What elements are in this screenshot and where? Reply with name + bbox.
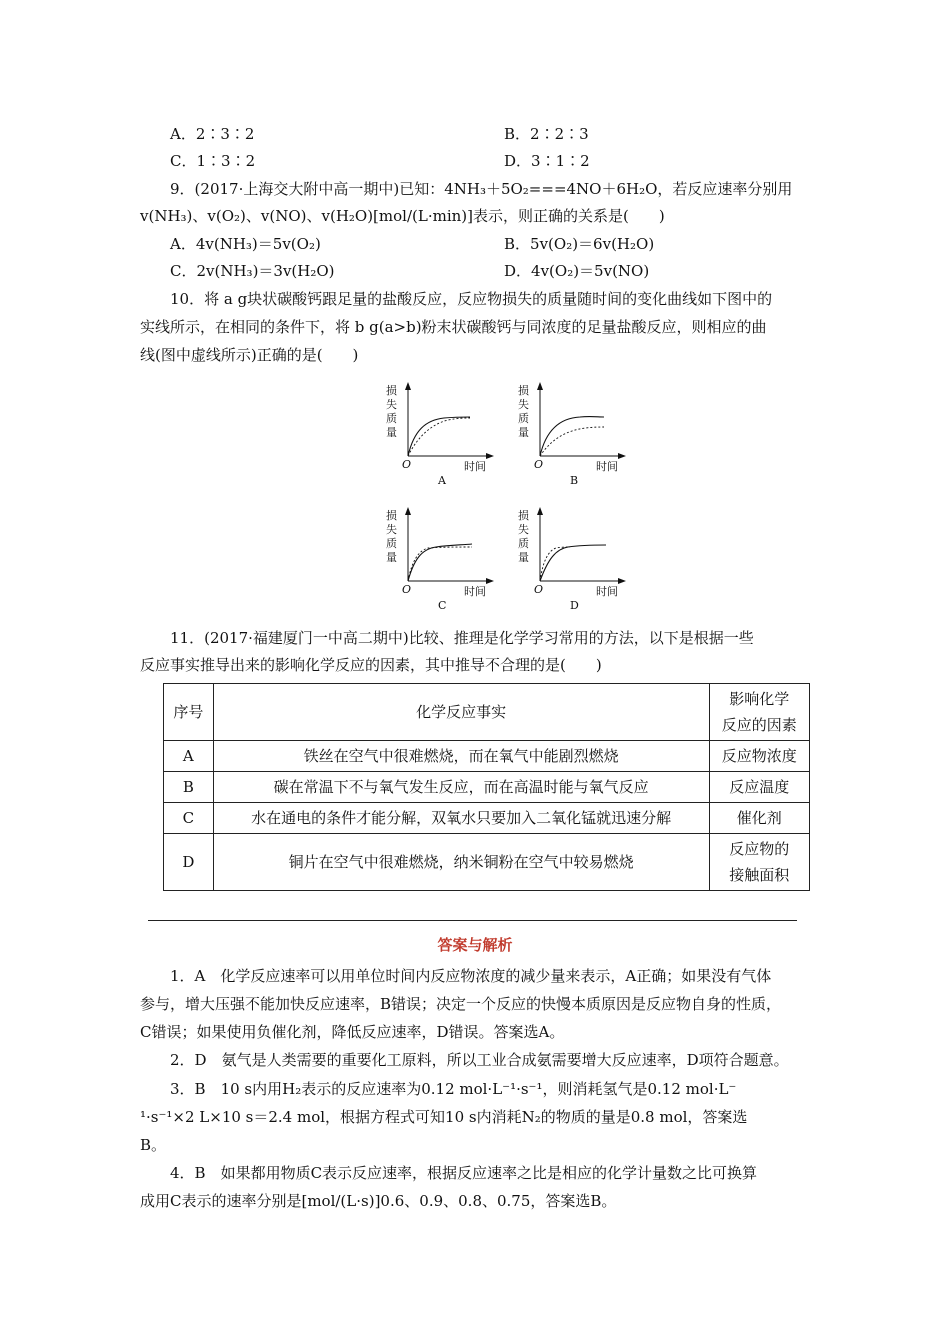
table-row (164, 803, 810, 834)
graph-ylabel-char: 失 (386, 523, 397, 536)
graph-ylabel-char: 量 (386, 551, 397, 564)
q10-stem-line2: 实线所示，在相同的条件下，将 b g(a>b)粉末状碳酸钙与同浓度的足量盐酸反应，则相应的曲 (140, 318, 767, 336)
dashed-curve (408, 547, 472, 581)
q9-option-a: A．4v(NH₃)＝5v(O₂) (170, 235, 321, 253)
q9-option-b: B．5v(O₂)＝6v(H₂O) (504, 235, 655, 253)
section-divider (148, 920, 797, 921)
graph-tag: A (438, 474, 446, 487)
q11-stem-line1: 11．(2017·福建厦门一中高二期中)比较、推理是化学学习常用的方法，以下是根据一些 (170, 629, 754, 647)
graph-origin: O (402, 458, 412, 471)
graph-xlabel: 时间 (596, 460, 618, 473)
answer-1-line2: 参与，增大压强不能加快反应速率，B错误；决定一个反应的快慢本质原因是反应物自身的性质， (140, 995, 782, 1013)
answer-1-line1: 1．A 化学反应速率可以用单位时间内反应物浓度的减少量来表示，A正确；如果没有气体 (170, 967, 772, 985)
table-row (164, 772, 810, 803)
answer-2-line1: 2．D 氨气是人类需要的重要化工原料，所以工业合成氨需要增大反应速率，D项符合题意。 (170, 1051, 789, 1069)
graph-origin: O (402, 583, 412, 596)
row-fact: 水在通电的条件才能分解，双氧水只要加入二氧化锰就迅速分解 (213, 803, 709, 834)
graph-tag: C (438, 599, 447, 612)
graph-ylabel-char: 量 (518, 551, 529, 564)
graph-origin: O (534, 458, 544, 471)
row-fact: 碳在常温下不与氧气发生反应，而在高温时能与氧气反应 (213, 772, 709, 803)
row-fact: 铁丝在空气中很难燃烧，而在氧气中能剧烈燃烧 (213, 741, 709, 772)
row-factor (709, 834, 809, 891)
graph-xlabel: 时间 (464, 585, 486, 598)
graph-b (510, 378, 630, 488)
answer-4-line1: 4．B 如果都用物质C表示反应速率，根据反应速率之比是相应的化学计量数之比可换算 (170, 1164, 758, 1182)
graph-ylabel-char: 失 (518, 398, 529, 411)
graph-ylabel-char: 损 (386, 384, 397, 397)
row-no: C (164, 803, 214, 834)
table-row (164, 834, 810, 891)
graph-a (378, 378, 498, 488)
row-factor-line1: 反应物的 (729, 840, 790, 858)
q10-stem-line1: 10．将 a g块状碳酸钙跟足量的盐酸反应，反应物损失的质量随时间的变化曲线如下图中的 (170, 290, 773, 308)
graph-xlabel: 时间 (596, 585, 618, 598)
q9-option-d: D．4v(O₂)＝5v(NO) (504, 262, 650, 280)
header-no: 序号 (164, 684, 214, 741)
row-factor: 反应物浓度 (709, 741, 809, 772)
dashed-curve (540, 547, 570, 581)
q11-stem-line2: 反应事实推导出来的影响化学反应的因素，其中推导不合理的是( ) (140, 656, 602, 674)
graph-ylabel-char: 损 (518, 384, 529, 397)
table-row (164, 741, 810, 772)
solid-curve (408, 417, 470, 456)
graph-ylabel-char: 量 (386, 426, 397, 439)
row-fact: 铜片在空气中很难燃烧，纳米铜粉在空气中较易燃烧 (213, 834, 709, 891)
q9-stem-line1: 9．(2017·上海交大附中高一期中)已知：4NH₃＋5O₂===4NO＋6H₂O，若反应速率分别用 (170, 180, 793, 198)
graph-ylabel-char: 失 (518, 523, 529, 536)
solid-curve (540, 417, 604, 456)
header-factor (709, 684, 809, 741)
graph-c (378, 503, 498, 613)
header-fact: 化学反应事实 (213, 684, 709, 741)
graph-ylabel-char: 损 (386, 509, 397, 522)
row-no: D (164, 834, 214, 891)
answer-3-line1: 3．B 10 s内用H₂表示的反应速率为0.12 mol·L⁻¹·s⁻¹，则消耗氢气是0.12 mol·L⁻ (170, 1080, 737, 1098)
dashed-curve (408, 418, 470, 456)
graph-tag: B (570, 474, 579, 487)
answer-1-line3: C错误；如果使用负催化剂，降低反应速率，D错误。答案选A。 (140, 1023, 565, 1041)
row-factor: 催化剂 (709, 803, 809, 834)
solid-curve (408, 544, 472, 581)
header-factor-line2: 反应的因素 (721, 716, 797, 734)
q9-option-c: C．2v(NH₃)＝3v(H₂O) (170, 262, 335, 280)
graph-ylabel-char: 质 (386, 412, 397, 425)
answer-4-line2: 成用C表示的速率分别是[mol/(L·s)]0.6、0.9、0.8、0.75，答案选B。 (140, 1192, 617, 1210)
graph-ylabel-char: 失 (386, 398, 397, 411)
row-no: B (164, 772, 214, 803)
row-no: A (164, 741, 214, 772)
graph-ylabel-char: 质 (386, 537, 397, 550)
answers-title: 答案与解析 (437, 936, 513, 954)
facts-table (163, 683, 810, 891)
answer-3-line2: ¹·s⁻¹×2 L×10 s＝2.4 mol，根据方程式可知10 s内消耗N₂的物质的量是0.8 mol，答案选 (140, 1108, 748, 1126)
graph-d (510, 503, 630, 613)
graph-ylabel-char: 损 (518, 509, 529, 522)
graph-ylabel-char: 量 (518, 426, 529, 439)
graph-ylabel-char: 质 (518, 537, 529, 550)
q8-option-c: C．1∶3∶2 (170, 152, 256, 170)
q8-option-b: B．2∶2∶3 (504, 125, 589, 143)
q9-stem-line2: v(NH₃)、v(O₂)、v(NO)、v(H₂O)[mol/(L·min)]表示，则正确的关系是( ) (140, 207, 665, 225)
table-header-row (164, 684, 810, 741)
row-factor-line2: 接触面积 (729, 866, 790, 884)
solid-curve (540, 545, 606, 581)
graph-tag: D (570, 599, 579, 612)
q10-stem-line3: 线(图中虚线所示)正确的是( ) (140, 346, 359, 364)
row-factor: 反应温度 (709, 772, 809, 803)
q8-option-a: A．2∶3∶2 (170, 125, 255, 143)
graph-origin: O (534, 583, 544, 596)
header-factor-line1: 影响化学 (729, 690, 790, 708)
graph-ylabel-char: 质 (518, 412, 529, 425)
q8-option-d: D．3∶1∶2 (504, 152, 590, 170)
answer-3-line3: B。 (140, 1136, 167, 1154)
dashed-curve (540, 427, 604, 456)
graph-xlabel: 时间 (464, 460, 486, 473)
